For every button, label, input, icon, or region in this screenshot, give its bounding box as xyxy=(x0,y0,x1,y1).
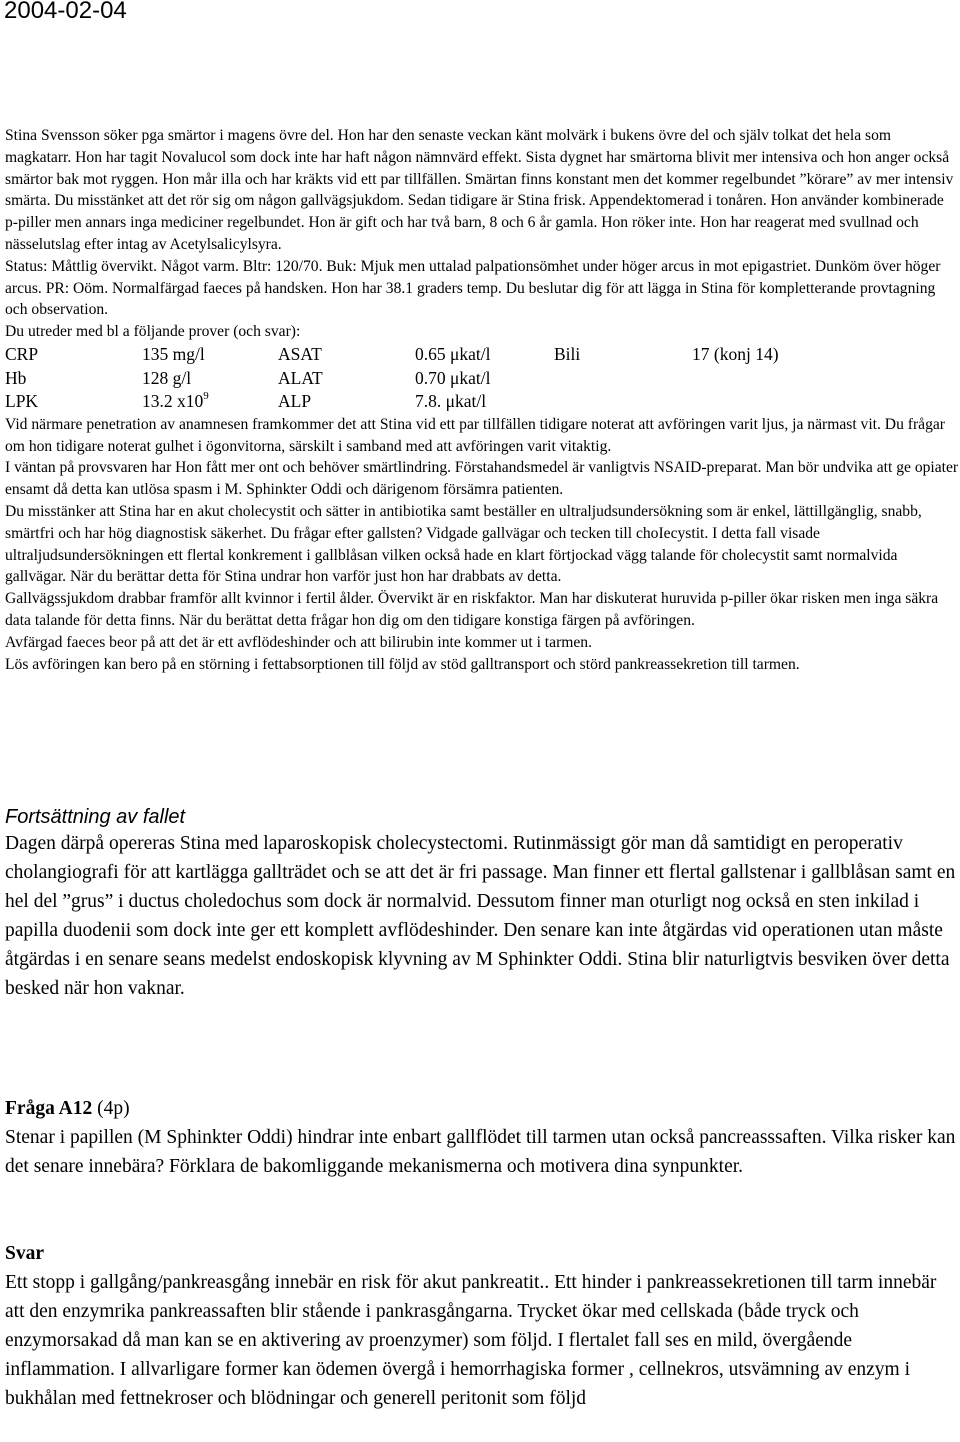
lab-value-lpk-exponent: 9 xyxy=(203,390,209,403)
table-row xyxy=(5,390,779,414)
lab-value-lpk xyxy=(142,390,278,414)
case-paragraph-status: Status: Måttlig övervikt. Något varm. Bltr: 120/70. Buk: Mjuk men uttalad palpationsömhet under höger arcus in mot epigastriet. Dunköm över höger arcus. PR: Oöm. Normalfärgad faeces på handsken. Hon har 38.1 graders temp. Du beslutar dig för att lägga in Stina för kompletterande provtagning och observation. xyxy=(5,257,941,319)
lab-value-alp: 7.8. μkat/l xyxy=(415,391,487,412)
lab-value-lpk-base: 13.2 x10 xyxy=(142,391,204,412)
table-row xyxy=(5,367,779,391)
lab-name-alat: ALAT xyxy=(278,367,323,388)
question-title: Fråga A12 xyxy=(5,1098,93,1119)
answer-heading: Svar xyxy=(5,1243,44,1264)
case-paragraph-risk-factors: Gallvägssjukdom drabbar framför allt kvinnor i fertil ålder. Övervikt är en riskfaktor. Man har diskuterat huruvida p-piller ökar risken men inga säkra data talande för detta finns. När du berättat detta frågar hon dig om den tidigare konstiga färgen på avföringen. xyxy=(5,590,939,629)
lab-name-hb: Hb xyxy=(5,367,27,388)
lab-results-table xyxy=(5,343,779,414)
lab-name-lpk: LPK xyxy=(5,391,39,412)
case-paragraph-history: Stina Svensson söker pga smärtor i magens övre del. Hon har den senaste veckan känt molvärk i bukens övre del och själv tolkat det hela som magkatarr. Hon har tagit Novalucol som dock inte har haft någon nämnvärd effekt. Sista dygnet har smärtorna blivit mer intensiva och hon anger också smärtor bak mot ryggen. Hon mår illa och har kräkts vid ett par tillfällen. Smärtan finns konstant men det kommer regelbundet ”körare” av mer intensiv smärta. Du misstänket att det rör sig om någon gallvägsjukdom. Sedan tidigare är Stina frisk. Appendektomerad i tonåren. Hon använder kombinerade p-piller men annars inga mediciner regelbundet. Hon är gift och har två barn, 8 och 6 år gamla. Hon röker inte. Hon har reagerat med svullnad och nässelutslag efter intag av Acetylsalicylsyra. xyxy=(5,127,954,253)
answer-section xyxy=(5,1239,960,1413)
question-text: Stenar i papillen (M Sphinkter Oddi) hindrar inte enbart gallflödet till tarmen utan också pancreasssaften. Vilka risker kan det senare innebära? Förklara de bakomliggande mekanismerna och motivera dina synpunkter. xyxy=(5,1127,956,1177)
continuation-section xyxy=(5,804,960,1003)
lab-value-asat: 0.65 μkat/l xyxy=(415,343,491,364)
lab-name-alp: ALP xyxy=(278,391,312,412)
page-header-date: 2004-02-04 xyxy=(4,0,127,24)
lab-name-asat: ASAT xyxy=(278,343,322,364)
case-description xyxy=(5,125,960,675)
lab-value-hb: 128 g/l xyxy=(142,367,192,388)
answer-text: Ett stopp i gallgång/pankreasgång innebär en risk för akut pankreatit.. Ett hinder i pankreassekretionen till tarm innebär att den enzymrika pankreassaften blir stående i pankrasgångarna. Trycket ökar med cellskada (både tryck och enzymorsakad då man kan se en aktivering av proenzymer) som följd. I flertalet fall ses en mild, övergående inflammation. I allvarligare former kan ödemen övergå i hemorrhagiska former , cellnekros, utsvämning av enzym i bukhålan med fettnekroser och blödningar och generell peritonit som följd xyxy=(5,1272,937,1409)
question-title-line xyxy=(5,1094,960,1123)
case-paragraph-tests-intro: Du utreder med bl a följande prover (och svar): xyxy=(5,323,301,341)
case-paragraph-ultrasound: Du misstänker att Stina har en akut cholecystit och sätter in antibiotika samt beställer en ultraljudsundersökning som är enkel, lättillgänglig, snabb, smärtfri och har hög diagnostisk säkerhet. Du frågar efter gallsten? Vidgade gallvägar och tecken till choIecystit. I detta fall visade ultraljudsundersökningen ett flertal konkrement i gallblåsan vilken också hade en klart förtjockad vägg talande för cholecystit samt normalvida gallvägar. När du berättar detta för Stina undrar hon varför just hon har drabbats av detta. xyxy=(5,502,922,586)
lab-name-bili: Bili xyxy=(554,343,581,364)
case-paragraph-pain-relief: I väntan på provsvaren har Hon fått mer ont och behöver smärtlindring. Förstahandsmedel är vanligtvis NSAID-preparat. Man bör undvika att ge opiater ensamt då detta kan utlösa spasm i M. Sphinkter Oddi och därigenom försämra patienten. xyxy=(5,459,959,499)
question-points: (4p) xyxy=(92,1098,130,1119)
lab-value-alat: 0.70 μkat/l xyxy=(415,367,491,388)
lab-name-crp: CRP xyxy=(5,343,39,364)
lab-value-bili: 17 (konj 14) xyxy=(692,343,779,364)
continuation-text: Dagen därpå opereras Stina med laparoskopisk cholecystectomi. Rutinmässigt gör man då samtidigt en peroperativ cholangiografi för att kartlägga gallträdet och se att det är fri passage. Man finner ett flertal gallstenar i gallblåsan samt en hel del ”grus” i ductus choledochus som dock är normalvid. Dessutom finner man oturligt nog också en sten inkilad i papilla duodenii som dock inte ger ett komplett avflödeshinder. Den senare kan inte åtgärdas vid operationen utan måste åtgärdas i en senare seans medelst endoskopisk klyvning av M Sphinkter Oddi. Stina blir naturligtvis besviken över detta besked när hon vaknar. xyxy=(5,833,956,999)
table-row xyxy=(5,343,779,367)
question-section xyxy=(5,1094,960,1181)
case-paragraph-loose-stool: Lös avföringen kan bero på en störning i fettabsorptionen till följd av stöd galltransport och störd pankreassekretion till tarmen. xyxy=(5,655,800,673)
case-paragraph-anamnesis: Vid närmare penetration av anamnesen framkommer det att Stina vid ett par tillfällen tidigare noterat att avföringen varit ljus, ja närmast vit. Du frågar om hon tidigare noterat gulhet i ögonvitorna, särskilt i samband med att avföringen varit vitaktig. xyxy=(5,415,945,455)
lab-value-crp: 135 mg/l xyxy=(142,343,205,364)
case-paragraph-faeces: Avfärgad faeces beor på att det är ett avflödeshinder och att bilirubin inte kommer ut i tarmen. xyxy=(5,633,593,651)
continuation-heading: Fortsättning av fallet xyxy=(5,806,186,828)
